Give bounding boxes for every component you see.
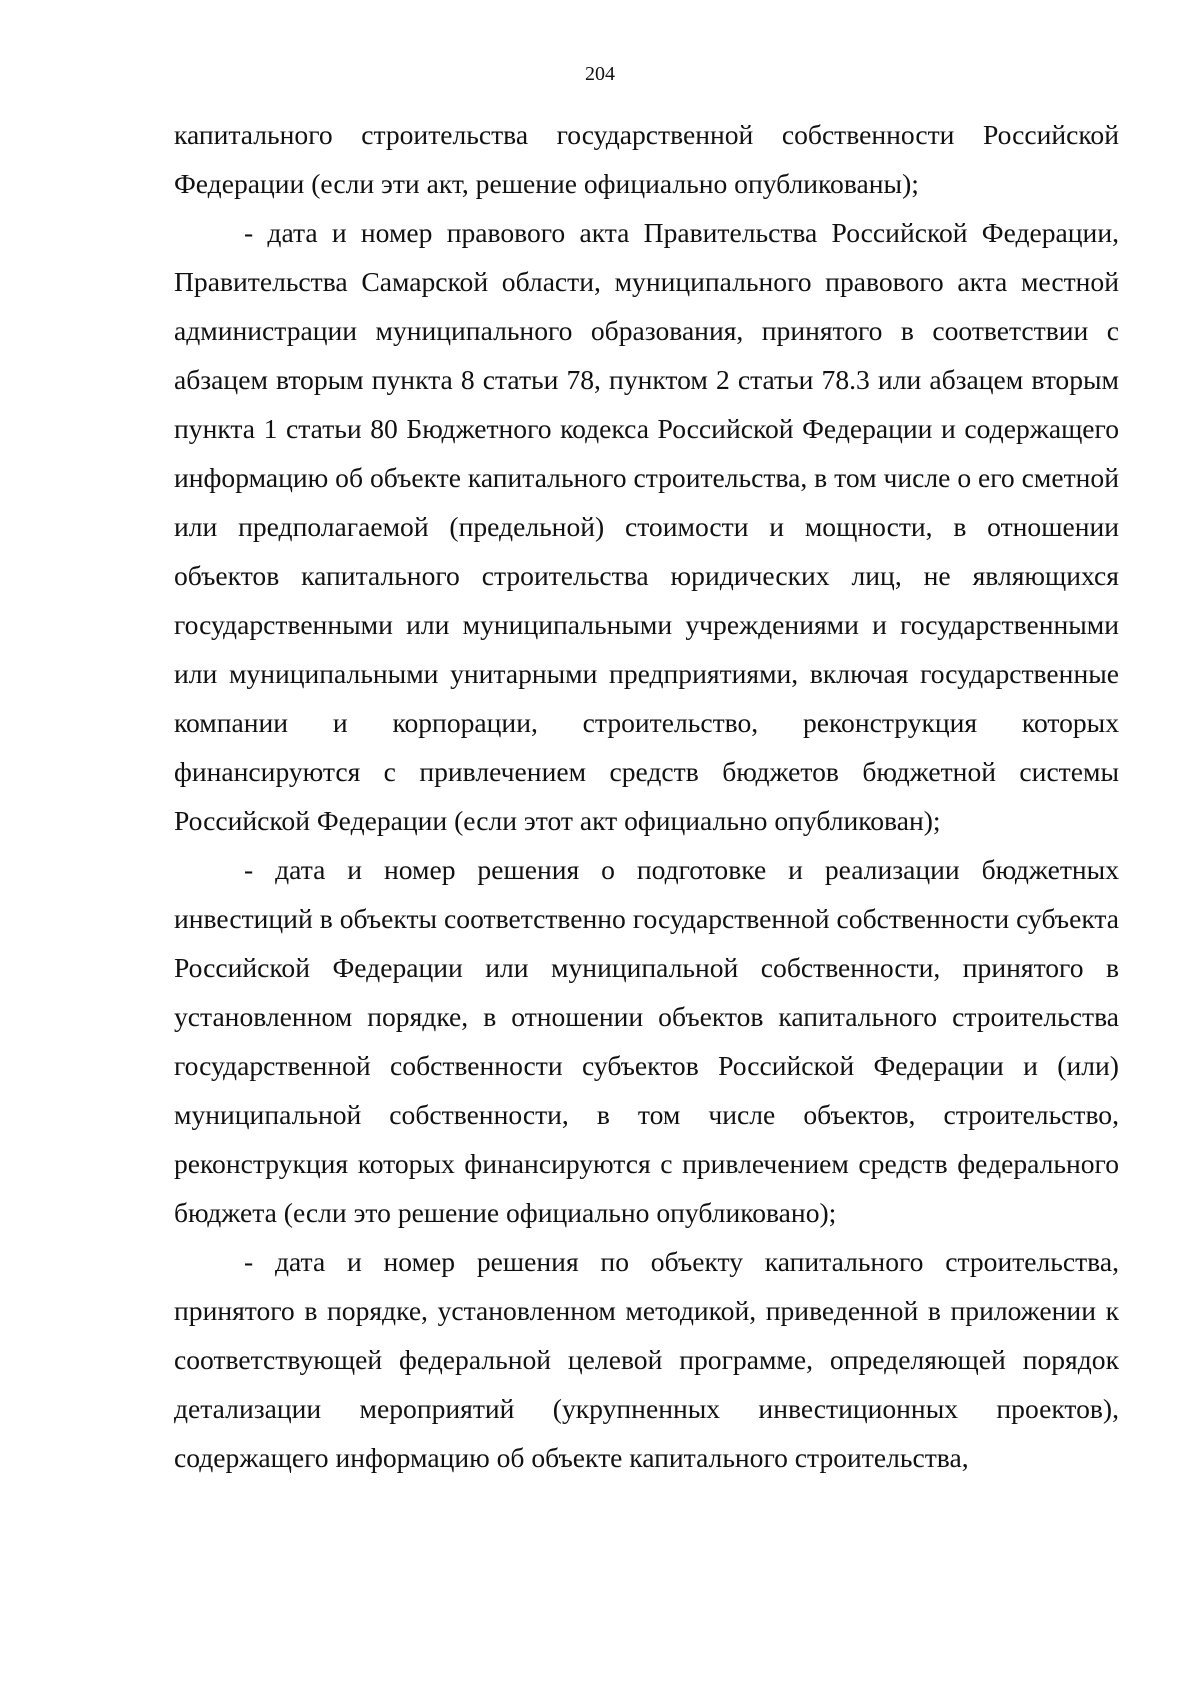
paragraph-1: капитального строительства государственной собственности Российской Федерации (если эти акт, решение официально опубликованы);: [174, 119, 1119, 199]
page-number: 204: [585, 63, 615, 85]
paragraph-3: - дата и номер решения о подготовке и реализации бюджетных инвестиций в объекты соответственно государственной собственности субъекта Российской Федерации или муниципальной собственности, принятого в установленном порядке, в отношении объектов капитального строительства государственной собственности субъектов Российской Федерации и (или) муниципальной собственности, в том числе объектов, строительство, реконструкция которых финансируются с привлечением средств федерального бюджета (если это решение официально опубликовано);: [174, 854, 1119, 1228]
document-body: [174, 110, 1119, 1482]
paragraph-2: - дата и номер правового акта Правительства Российской Федерации, Правительства Самарской области, муниципального правового акта местной администрации муниципального образования, принятого в соответствии с абзацем вторым пункта 8 статьи 78, пунктом 2 статьи 78.3 или абзацем вторым пункта 1 статьи 80 Бюджетного кодекса Российской Федерации и содержащего информацию об объекте капитального строительства, в том числе о его сметной или предполагаемой (предельной) стоимости и мощности, в отношении объектов капитального строительства юридических лиц, не являющихся государственными или муниципальными учреждениями и государственными или муниципальными унитарными предприятиями, включая государственные компании и корпорации, строительство, реконструкция которых финансируются с привлечением средств бюджетов бюджетной системы Российской Федерации (если этот акт официально опубликован);: [174, 217, 1119, 836]
paragraph-4: - дата и номер решения по объекту капитального строительства, принятого в порядке, установленном методикой, приведенной в приложении к соответствующей федеральной целевой программе, определяющей порядок детализации мероприятий (укрупненных инвестиционных проектов), содержащего информацию об объекте капитального строительства,: [174, 1246, 1119, 1473]
